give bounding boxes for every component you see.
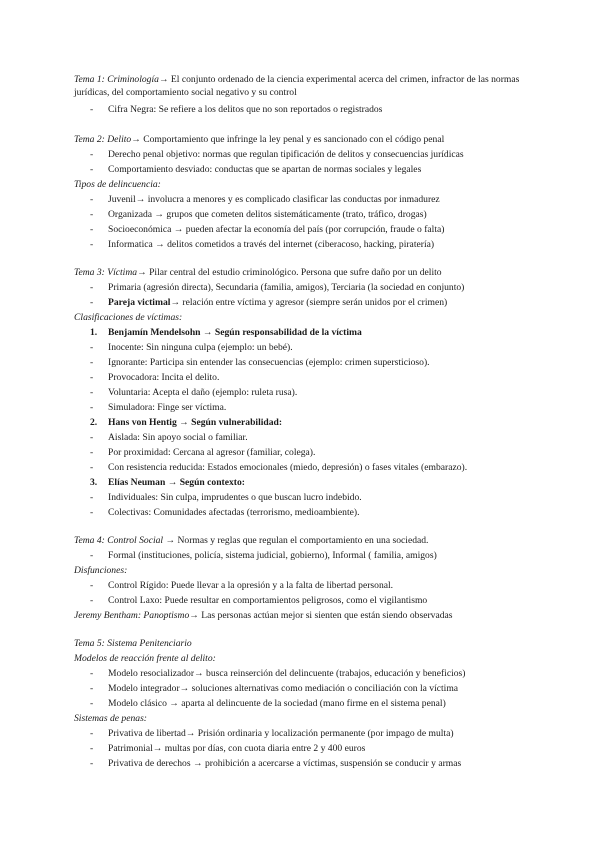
tipos-item: Organizada → grupos que cometen delitos sistemáticamente (trato, tráfico, drogas) bbox=[108, 209, 427, 220]
tema4-item: Formal (instituciones, policía, sistema judicial, gobierno), Informal ( familia, amigos) bbox=[108, 550, 437, 561]
dash: - bbox=[90, 580, 94, 591]
dash: - bbox=[90, 387, 94, 398]
dash: - bbox=[90, 224, 94, 235]
tema4-heading bbox=[74, 534, 428, 547]
pareja-victimal-label: Pareja victimal bbox=[108, 297, 171, 308]
bentham-line bbox=[74, 609, 453, 622]
victim-type-item: Colectivas: Comunidades afectadas (terrorismo, medioambiente). bbox=[108, 507, 360, 518]
dash: - bbox=[90, 668, 94, 679]
clasificaciones-subtitle: Clasificaciones de víctimas: bbox=[74, 312, 183, 323]
tipos-delincuencia-subtitle: Tipos de delincuencia: bbox=[74, 179, 161, 190]
dash: - bbox=[90, 447, 94, 458]
dash: - bbox=[90, 239, 94, 250]
dash: - bbox=[90, 728, 94, 739]
disfuncion-item: Control Laxo: Puede resultar en comportamientos peligrosos, como el vigilantismo bbox=[108, 595, 428, 606]
dash: - bbox=[90, 432, 94, 443]
dash: - bbox=[90, 282, 94, 293]
dash: - bbox=[90, 402, 94, 413]
group-number: 1. bbox=[90, 327, 98, 338]
dash: - bbox=[90, 698, 94, 709]
victim-type-item: Provocadora: Incita el delito. bbox=[108, 372, 220, 383]
tema2-item: Derecho penal objetivo: normas que regulan tipificación de delitos y consecuencias jurídicas bbox=[108, 149, 464, 160]
victim-type-item: Voluntaria: Acepta el daño (ejemplo: ruleta rusa). bbox=[108, 387, 298, 398]
modelo-item: Modelo resocializador→ busca reinserción del delincuente (trabajos, educación y beneficios) bbox=[108, 668, 466, 679]
tema3-heading bbox=[74, 266, 442, 279]
dash: - bbox=[90, 297, 94, 308]
dash: - bbox=[90, 104, 94, 115]
victim-type-item: Aislada: Sin apoyo social o familiar. bbox=[108, 432, 248, 443]
dash: - bbox=[90, 194, 94, 205]
tema2-text: → Comportamiento que infringe la ley penal y es sancionado con el código penal bbox=[131, 134, 445, 145]
group-number: 2. bbox=[90, 417, 98, 428]
tema1-item: Cifra Negra: Se refiere a los delitos que no son reportados o registrados bbox=[108, 104, 383, 115]
pena-item: Privativa de libertad→ Prisión ordinaria y localización permanente (por impago de multa) bbox=[108, 728, 454, 739]
tema2-heading bbox=[74, 133, 444, 146]
dash: - bbox=[90, 209, 94, 220]
victim-type-item: Inocente: Sin ninguna culpa (ejemplo: un bebé). bbox=[108, 342, 293, 353]
modelo-item: Modelo integrador→ soluciones alternativas como mediación o conciliación con la víctima bbox=[108, 683, 459, 694]
group-number: 3. bbox=[90, 477, 98, 488]
tema1-paragraph bbox=[74, 73, 526, 99]
tema2-title: Tema 2: Delito bbox=[74, 134, 132, 145]
victim-type-item: Individuales: Sin culpa, imprudentes o que buscan lucro indebido. bbox=[108, 492, 362, 503]
disfunciones-subtitle: Disfunciones: bbox=[74, 565, 128, 576]
tema3-item: Primaria (agresión directa), Secundaria (familia, amigos), Terciaria (la sociedad en conjunto) bbox=[108, 282, 465, 293]
dash: - bbox=[90, 683, 94, 694]
tema1-title: Tema 1: Criminología bbox=[74, 74, 159, 85]
dash: - bbox=[90, 342, 94, 353]
modelos-subtitle: Modelos de reacción frente al delito: bbox=[74, 653, 216, 664]
dash: - bbox=[90, 149, 94, 160]
dash: - bbox=[90, 550, 94, 561]
tipos-item: Juvenil→ involucra a menores y es complicado clasificar las conductas por inmadurez bbox=[108, 194, 440, 205]
victim-type-item: Ignorante: Participa sin entender las consecuencias (ejemplo: crimen supersticioso). bbox=[108, 357, 430, 368]
dash: - bbox=[90, 462, 94, 473]
victim-type-item: Por proximidad: Cercana al agresor (familiar, colega). bbox=[108, 447, 316, 458]
dash: - bbox=[90, 507, 94, 518]
tema2-item: Comportamiento desviado: conductas que se apartan de normas sociales y legales bbox=[108, 164, 422, 175]
tema1-text: → El conjunto ordenado de la ciencia experimental acerca del crimen, infractor de las normas jurídicas, del comportamiento social negativo y su control bbox=[74, 74, 520, 98]
tema4-title: Tema 4: Control Social bbox=[74, 535, 164, 546]
victim-type-item: Con resistencia reducida: Estados emocionales (miedo, depresión) o fases vitales (embarazo). bbox=[108, 462, 468, 473]
sistemas-penas-subtitle: Sistemas de penas: bbox=[74, 713, 148, 724]
tipos-item: Informatica → delitos cometidos a través del internet (ciberacoso, hacking, piratería) bbox=[108, 239, 435, 250]
dash: - bbox=[90, 743, 94, 754]
tema3-item-pareja bbox=[108, 296, 447, 309]
hentig-heading: Hans von Hentig → Según vulnerabilidad: bbox=[108, 417, 283, 428]
tema4-text: → Normas y reglas que regulan el comportamiento en una sociedad. bbox=[163, 535, 429, 546]
tema3-text: → Pilar central del estudio criminológico. Persona que sufre daño por un delito bbox=[137, 267, 442, 278]
dash: - bbox=[90, 758, 94, 769]
victim-type-item: Simuladora: Finge ser víctima. bbox=[108, 402, 227, 413]
tema5-title: Tema 5: Sistema Penitenciario bbox=[74, 638, 192, 649]
dash: - bbox=[90, 492, 94, 503]
dash: - bbox=[90, 357, 94, 368]
tipos-item: Socioeconómica → pueden afectar la economía del país (por corrupción, fraude o falta) bbox=[108, 224, 445, 235]
pena-item: Privativa de derechos → prohibición a acercarse a víctimas, suspensión se conducir y armas bbox=[108, 758, 462, 769]
neuman-heading: Elías Neuman → Según contexto: bbox=[108, 477, 245, 488]
dash: - bbox=[90, 164, 94, 175]
tema3-title: Tema 3: Víctima bbox=[74, 267, 138, 278]
dash: - bbox=[90, 372, 94, 383]
modelo-item: Modelo clásico → aparta al delincuente de la sociedad (mano firme en el sistema penal) bbox=[108, 698, 446, 709]
dash: - bbox=[90, 595, 94, 606]
disfuncion-item: Control Rígido: Puede llevar a la opresión y a la falta de libertad personal. bbox=[108, 580, 394, 591]
bentham-title: Jeremy Bentham: Panoptismo bbox=[74, 610, 190, 621]
bentham-text: → Las personas actúan mejor si sienten que están siendo observadas bbox=[189, 610, 453, 621]
mendelsohn-heading: Benjamín Mendelsohn → Según responsabilidad de la víctima bbox=[108, 327, 362, 338]
pena-item: Patrimonial→ multas por días, con cuota diaria entre 2 y 400 euros bbox=[108, 743, 366, 754]
pareja-victimal-text: → relación entre víctima y agresor (siempre serán unidos por el crimen) bbox=[170, 297, 448, 308]
